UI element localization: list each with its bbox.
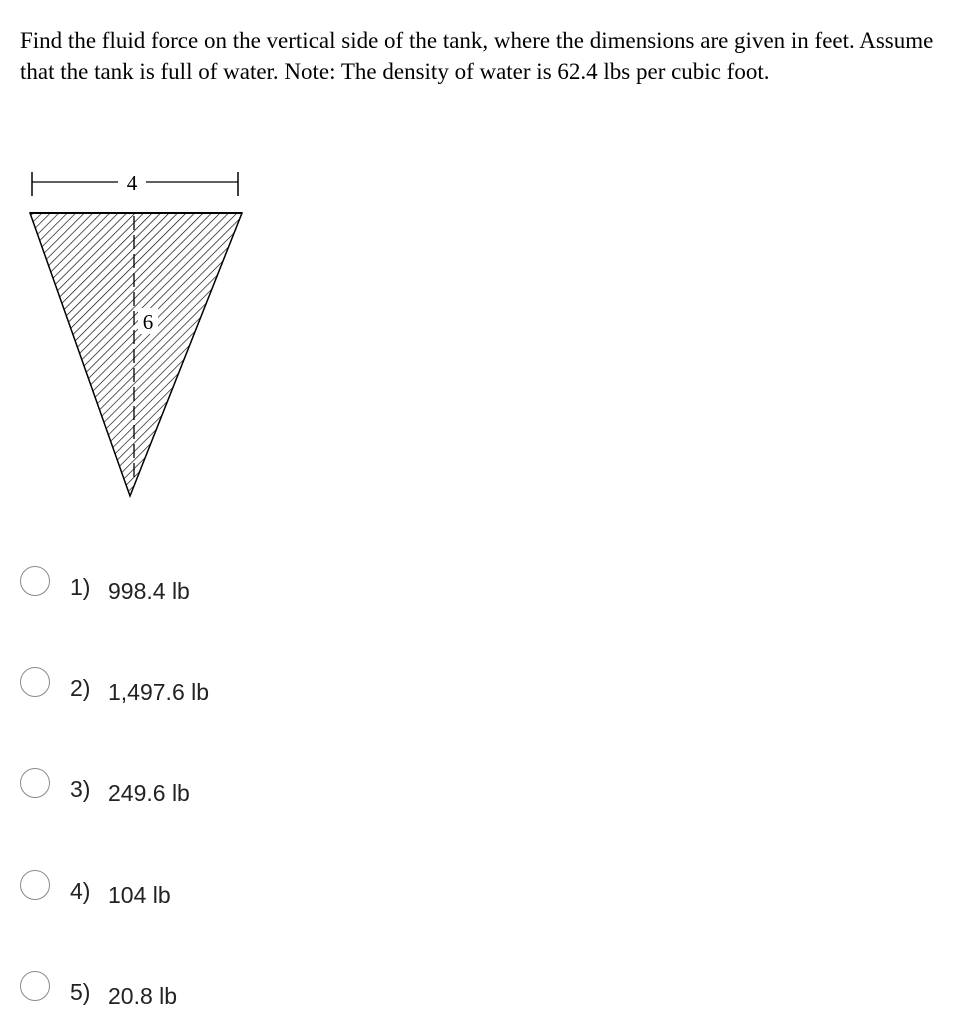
question-text: Find the fluid force on the vertical side of the tank, where the dimensions are given in feet. Assume that the tank is full of water. Note: The density of water is 62.4 lbs per cubic foot.: [20, 28, 934, 84]
choice-label: 20.8 lb: [108, 983, 178, 1009]
width-label: 4: [126, 171, 138, 195]
tank-figure: [20, 158, 260, 503]
choice-label: 104 lb: [108, 882, 171, 908]
choice-number: 1): [70, 574, 91, 600]
choice-1[interactable]: [20, 566, 520, 606]
choice-number: 5): [70, 979, 91, 1005]
radio-button[interactable]: [20, 566, 50, 596]
choice-label: 249.6 lb: [108, 780, 190, 806]
radio-button[interactable]: [20, 768, 50, 798]
tank-triangle: [20, 208, 260, 503]
radio-button[interactable]: [20, 667, 50, 697]
choice-4[interactable]: [20, 870, 520, 910]
choice-number: 4): [70, 878, 91, 904]
choice-3[interactable]: [20, 768, 520, 808]
choice-number: 2): [70, 675, 91, 701]
radio-button[interactable]: [20, 870, 50, 900]
choice-number: 3): [70, 776, 91, 802]
tank-diagram: [20, 158, 260, 503]
choice-label: 998.4 lb: [108, 578, 190, 604]
height-label: 6: [142, 310, 154, 334]
width-dimension: [32, 171, 238, 196]
choice-label: 1,497.6 lb: [108, 679, 210, 705]
radio-button[interactable]: [20, 971, 50, 1001]
choice-2[interactable]: [20, 667, 520, 707]
choice-5[interactable]: [20, 971, 520, 1011]
